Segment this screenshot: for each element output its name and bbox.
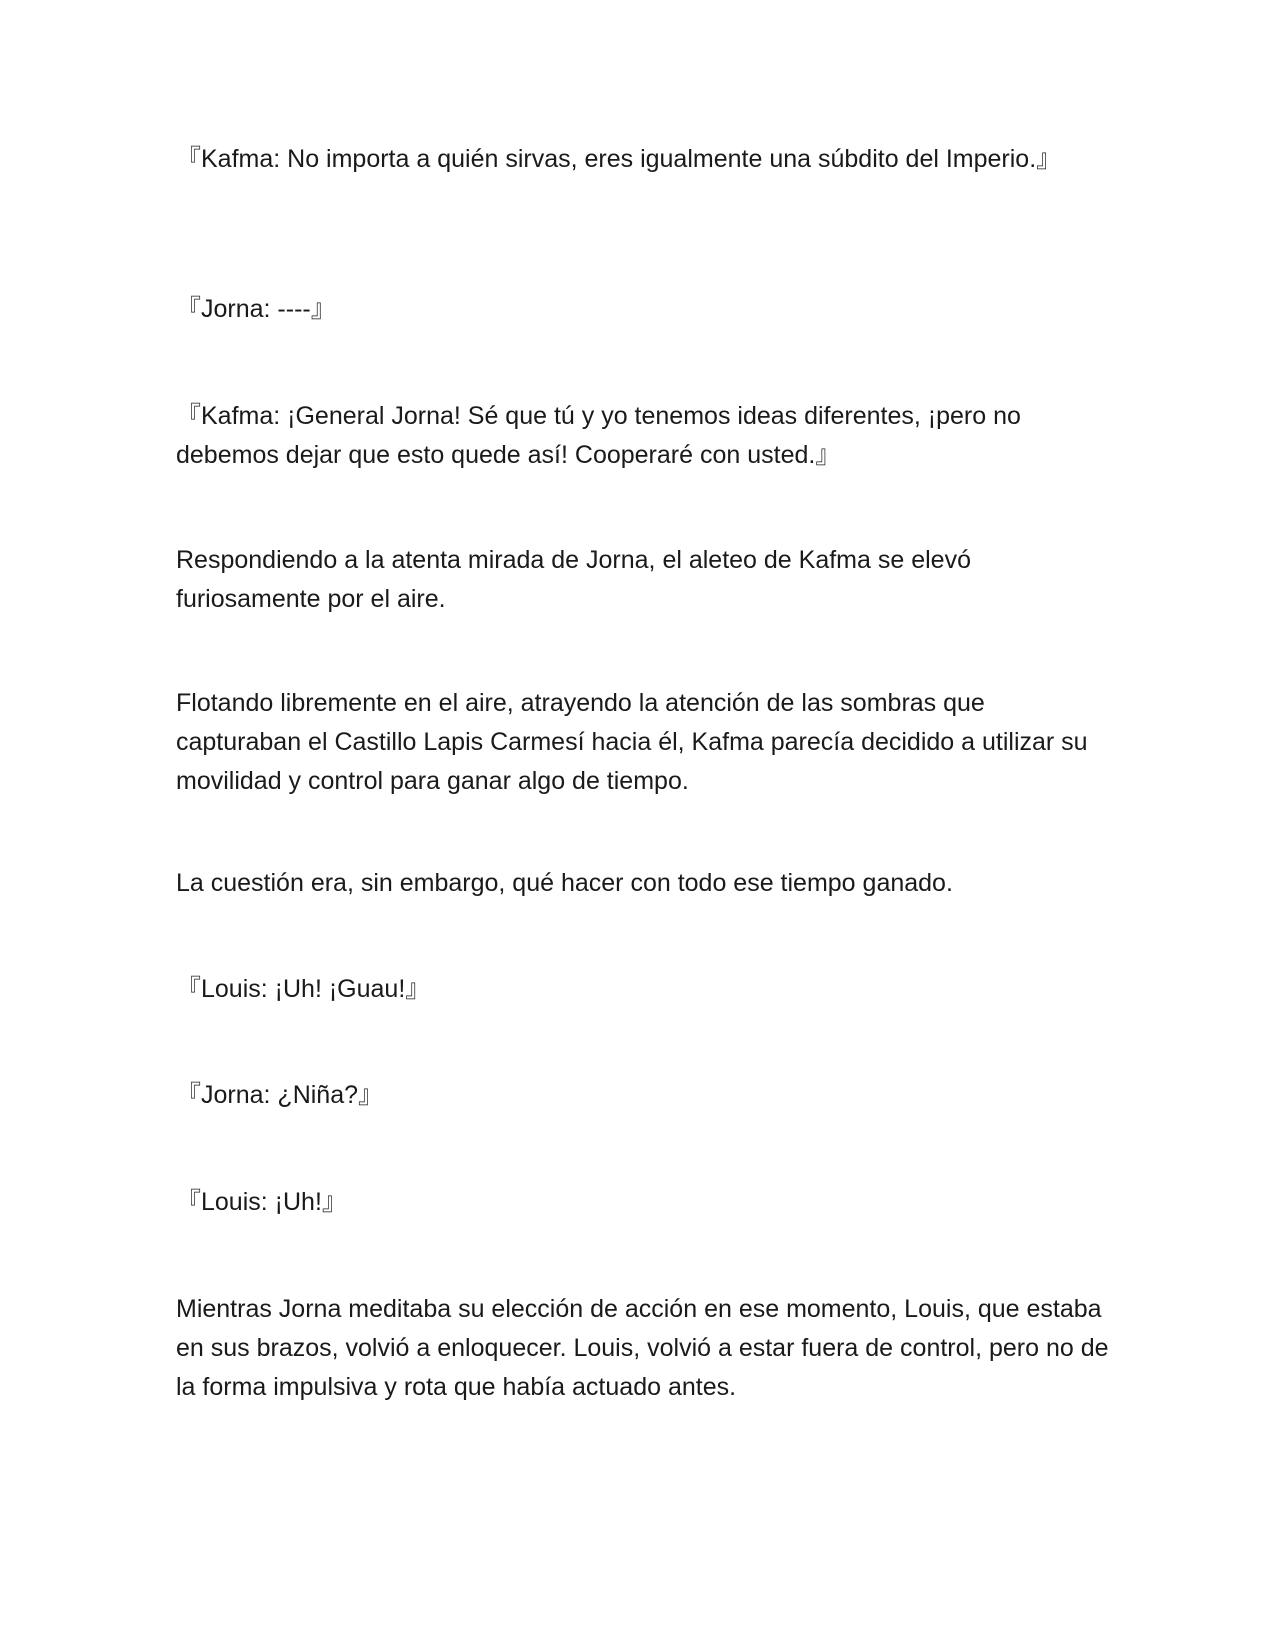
dialogue-paragraph: 『Kafma: ¡General Jorna! Sé que tú y yo tenemos ideas diferentes, ¡pero no debemos dejar que esto quede así! Cooperaré con usted.』	[176, 402, 1028, 469]
narrative-paragraph: Mientras Jorna meditaba su elección de acción en ese momento, Louis, que estaba en sus brazos, volvió a enloquecer. Louis, volvió a estar fuera de control, pero no de la forma impulsiva y rota que había actuado antes.	[176, 1295, 1116, 1401]
narrative-paragraph: Respondiendo a la atenta mirada de Jorna, el aleteo de Kafma se elevó furiosamente por el aire.	[176, 546, 978, 613]
dialogue-paragraph: 『Jorna: ¿Niña?』	[176, 1081, 384, 1109]
dialogue-paragraph: 『Louis: ¡Uh! ¡Guau!』	[176, 975, 431, 1003]
dialogue-paragraph: 『Louis: ¡Uh!』	[176, 1188, 347, 1216]
narrative-paragraph: Flotando libremente en el aire, atrayendo la atención de las sombras que capturaban el Castillo Lapis Carmesí hacia él, Kafma parecía decidido a utilizar su movilidad y control para ganar algo de tiempo.	[176, 689, 1095, 795]
dialogue-paragraph: 『Jorna: ----』	[176, 295, 336, 323]
narrative-paragraph: La cuestión era, sin embargo, qué hacer con todo ese tiempo ganado.	[176, 869, 953, 897]
dialogue-paragraph: 『Kafma: No importa a quién sirvas, eres igualmente una súbdito del Imperio.』	[176, 145, 1062, 173]
